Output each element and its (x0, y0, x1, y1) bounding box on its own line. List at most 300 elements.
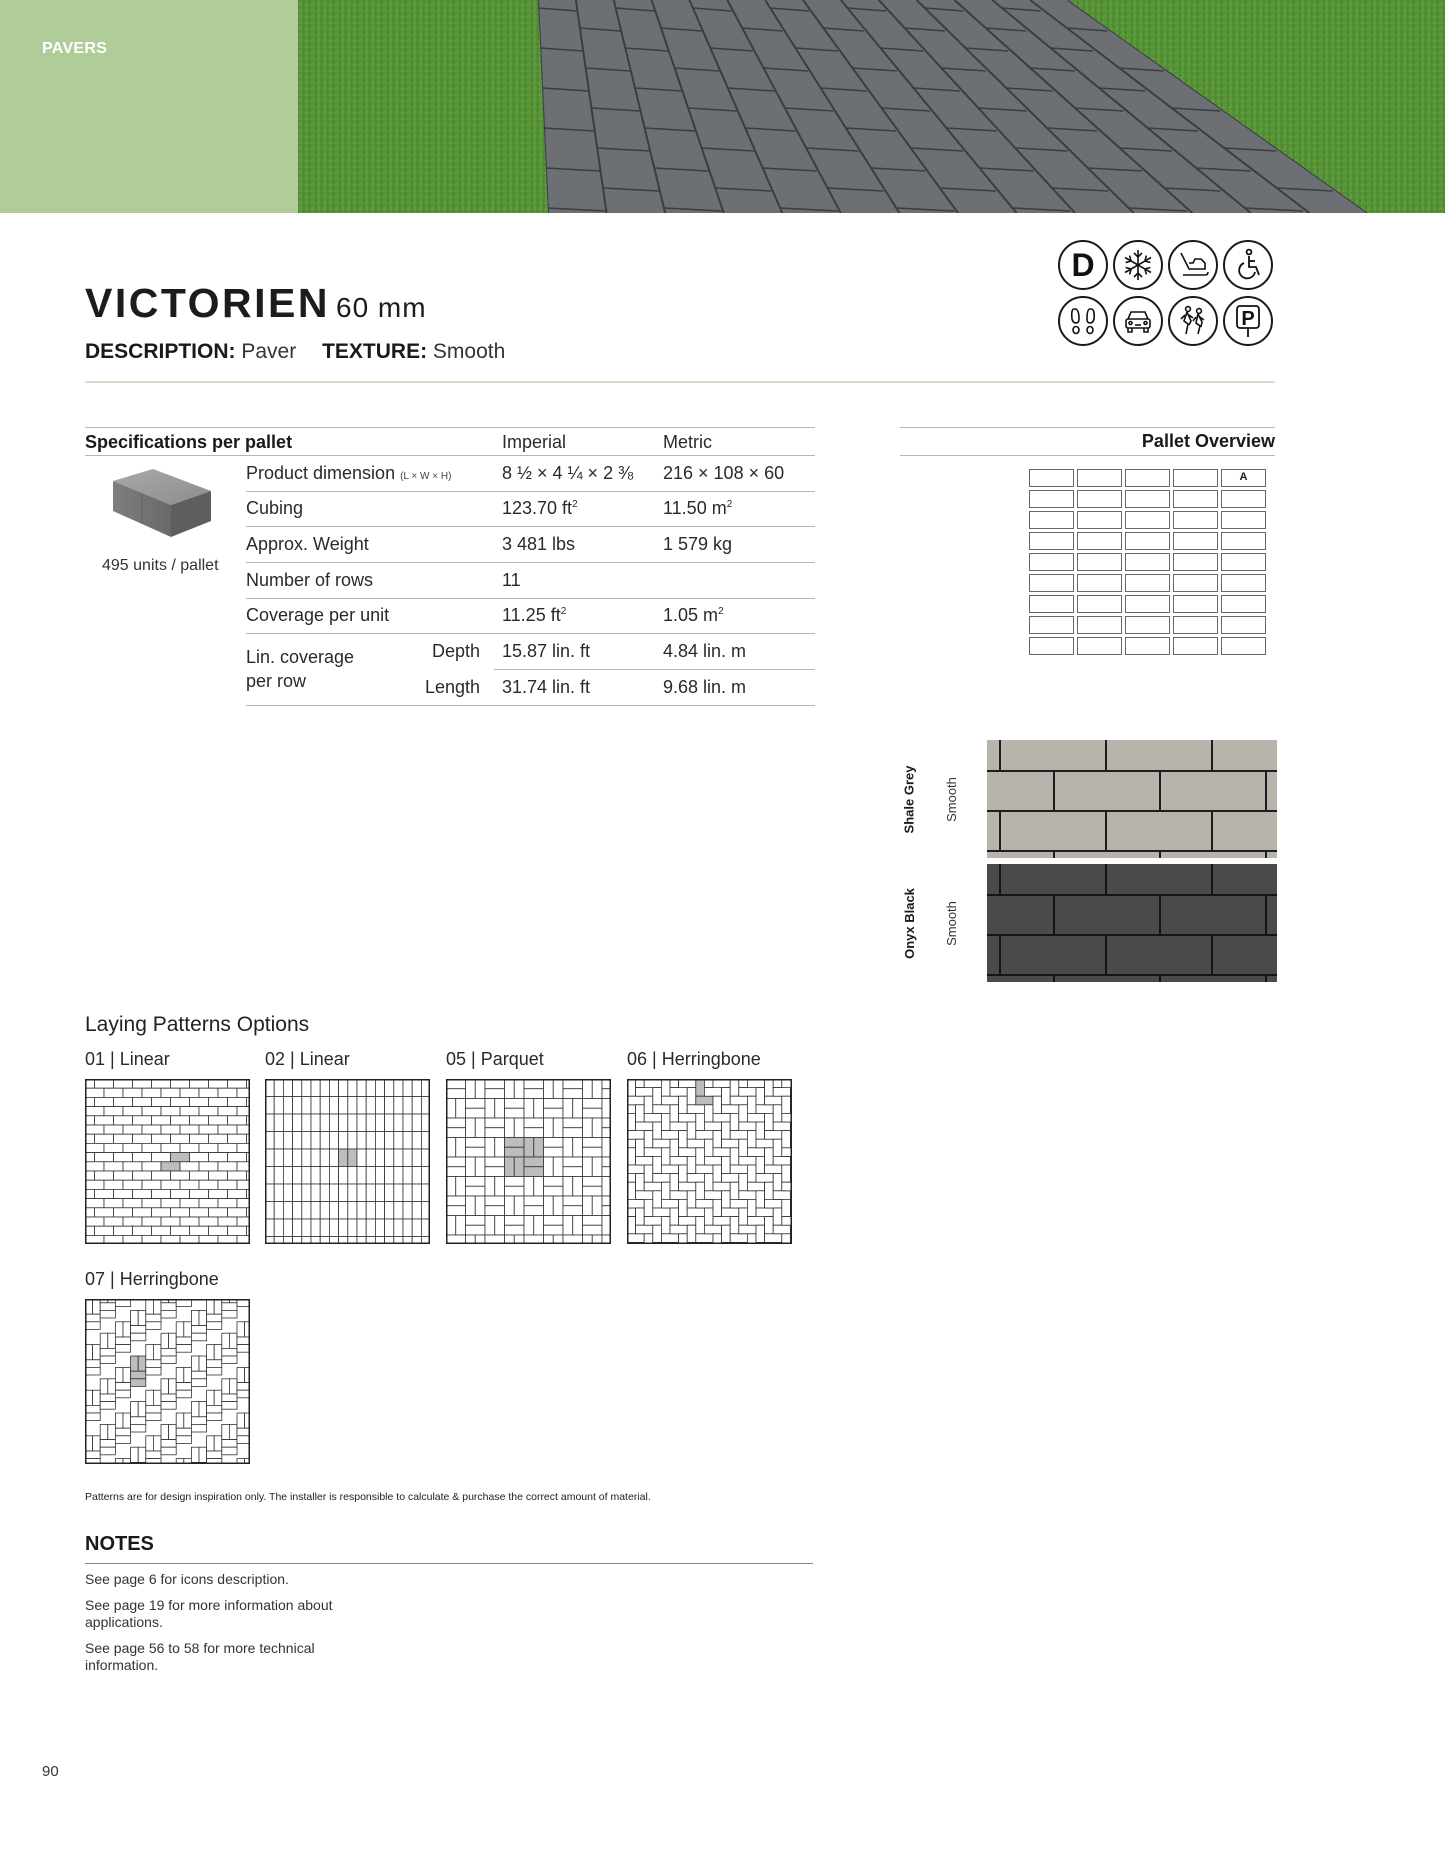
brick (679, 1165, 688, 1182)
brick (756, 1156, 765, 1173)
brick (207, 1405, 222, 1413)
brick (544, 1196, 554, 1216)
brick (131, 1447, 139, 1462)
brick (190, 1208, 209, 1217)
brick (583, 1216, 603, 1226)
paver-brick (1213, 936, 1277, 974)
brick (161, 1447, 176, 1455)
brick (394, 1097, 403, 1115)
brick (293, 1167, 302, 1185)
brick (274, 1114, 283, 1132)
length-metric-value: 9.68 lin. m (663, 677, 747, 697)
brick (670, 1105, 679, 1122)
brick (495, 1177, 505, 1197)
brick (627, 1199, 644, 1208)
brick (191, 1402, 199, 1417)
brick (544, 1147, 564, 1157)
brick (679, 1234, 688, 1244)
brick (583, 1099, 603, 1109)
highlighted-brick (131, 1379, 146, 1387)
brick (176, 1383, 191, 1391)
brick (403, 1097, 412, 1115)
brick (679, 1131, 688, 1148)
brick (773, 1156, 790, 1165)
brick (756, 1088, 765, 1105)
brick (95, 1171, 114, 1180)
brick (357, 1149, 366, 1167)
highlighted-brick (339, 1149, 348, 1167)
product-name: VICTORIEN (85, 280, 330, 326)
length-label: Length (425, 677, 481, 697)
brick (169, 1424, 177, 1439)
brick (190, 1171, 209, 1180)
brick (644, 1182, 661, 1191)
brick (412, 1219, 421, 1237)
brick (237, 1199, 250, 1208)
brick (357, 1219, 366, 1237)
highlighted-brick (696, 1079, 705, 1096)
paver-brick (1267, 852, 1277, 858)
brick (114, 1189, 133, 1198)
brick (696, 1165, 713, 1174)
brick (104, 1217, 123, 1226)
brick (627, 1096, 644, 1105)
pallet-unit-cell (1221, 532, 1266, 550)
brick (485, 1167, 505, 1177)
brick (563, 1099, 573, 1119)
brick (209, 1226, 228, 1235)
brick (385, 1184, 394, 1202)
brick (274, 1219, 283, 1237)
brick (782, 1165, 791, 1182)
brick (222, 1402, 237, 1410)
brick (199, 1125, 218, 1134)
brick (161, 1379, 169, 1394)
brick (636, 1122, 653, 1131)
brick (756, 1208, 773, 1217)
brick (704, 1105, 713, 1122)
paver-brick (1107, 936, 1211, 974)
brick (644, 1234, 653, 1244)
brick (133, 1153, 152, 1162)
brick (722, 1208, 739, 1217)
pattern-label: 06 | Herringbone (627, 1049, 761, 1069)
brick (495, 1099, 505, 1119)
brick (636, 1174, 645, 1191)
brick (636, 1225, 653, 1234)
pallet-unit-cell (1029, 511, 1074, 529)
brick (274, 1167, 283, 1185)
brick (357, 1097, 366, 1115)
brick (385, 1202, 394, 1220)
people-walking-icon (1168, 296, 1218, 346)
brick (782, 1148, 792, 1157)
brick (357, 1184, 366, 1202)
brick (176, 1367, 184, 1382)
brick (553, 1196, 563, 1216)
brick (191, 1333, 206, 1341)
brick (85, 1451, 100, 1459)
brick (161, 1333, 169, 1348)
brick (782, 1182, 792, 1191)
brick (293, 1202, 302, 1220)
pallet-unit-cell: A (1221, 469, 1266, 487)
brick (773, 1174, 782, 1191)
brick (123, 1143, 142, 1152)
brick (456, 1216, 466, 1236)
brick (161, 1143, 180, 1152)
brick (544, 1108, 564, 1118)
brick (756, 1174, 773, 1183)
brick (229, 1379, 237, 1394)
brick (466, 1108, 486, 1118)
brick (366, 1184, 375, 1202)
brick (320, 1219, 329, 1237)
spec-label: Number of rows (246, 570, 374, 590)
brick (670, 1174, 679, 1191)
paver-brick (1001, 740, 1105, 770)
brick (348, 1184, 357, 1202)
brick (375, 1132, 384, 1150)
brick (131, 1402, 139, 1417)
brick (329, 1184, 338, 1202)
brick (485, 1196, 505, 1206)
pallet-unit-cell (1077, 553, 1122, 571)
brick (283, 1079, 292, 1097)
brick (190, 1097, 209, 1106)
brick (505, 1108, 525, 1118)
brick (505, 1079, 515, 1099)
brick (514, 1079, 524, 1099)
pallet-unit-cell (1125, 553, 1170, 571)
brick (207, 1345, 215, 1360)
brick (670, 1122, 687, 1131)
brick (222, 1303, 237, 1311)
brick (237, 1337, 250, 1345)
brick (505, 1186, 525, 1196)
brick (412, 1167, 421, 1185)
brick (730, 1131, 747, 1140)
brick (190, 1116, 209, 1125)
brick (133, 1171, 152, 1180)
section-band (0, 0, 298, 213)
paver-brick (1107, 740, 1211, 770)
brick (274, 1184, 283, 1202)
brick (114, 1208, 133, 1217)
brick (466, 1177, 486, 1187)
paver-brick (1267, 976, 1277, 982)
brick (583, 1118, 593, 1138)
brick (153, 1436, 161, 1451)
color-swatch-image (987, 864, 1277, 982)
brick (773, 1105, 782, 1122)
pallet-unit-cell (1077, 469, 1122, 487)
brick (199, 1356, 207, 1371)
brick (214, 1345, 222, 1360)
brick (524, 1216, 534, 1236)
brick (228, 1097, 247, 1106)
brick (446, 1089, 466, 1099)
brick (524, 1177, 534, 1197)
brick (466, 1225, 486, 1235)
brick (357, 1132, 366, 1150)
car-icon (1113, 296, 1163, 346)
brick (627, 1165, 644, 1174)
brick (366, 1114, 375, 1132)
brick (176, 1413, 184, 1428)
brick (412, 1184, 421, 1202)
brick (218, 1199, 237, 1208)
brick (722, 1088, 731, 1105)
durability-d-icon (1058, 240, 1108, 290)
brick (123, 1125, 142, 1134)
brick (93, 1390, 101, 1405)
product-thickness: 60 mm (336, 292, 427, 323)
brick (302, 1114, 311, 1132)
brick (191, 1417, 206, 1425)
brick (180, 1162, 199, 1171)
brick (366, 1079, 375, 1097)
brick (311, 1202, 320, 1220)
brick (765, 1079, 774, 1096)
brick (237, 1345, 250, 1353)
brick (171, 1134, 190, 1143)
brick (348, 1202, 357, 1220)
brick (644, 1217, 661, 1226)
brick (153, 1345, 161, 1360)
brick (687, 1105, 704, 1114)
brick (394, 1114, 403, 1132)
brick (85, 1088, 104, 1097)
color-option-onyx-black (895, 864, 1280, 982)
brick (320, 1202, 329, 1220)
brick (191, 1379, 206, 1387)
brick (176, 1345, 191, 1353)
paver-brick (1267, 772, 1277, 810)
brick (765, 1113, 774, 1130)
brick (115, 1367, 123, 1382)
brick (222, 1424, 230, 1439)
brick (730, 1234, 747, 1243)
highlighted-brick (138, 1356, 146, 1371)
brick (583, 1177, 603, 1187)
length-imperial-value: 31.74 lin. ft (502, 677, 591, 697)
brick (222, 1379, 230, 1394)
brick (644, 1113, 661, 1122)
brick (348, 1114, 357, 1132)
pattern-06-herringbone (627, 1049, 797, 1070)
pattern-diagram (446, 1079, 611, 1244)
brick (704, 1139, 713, 1156)
brick (524, 1099, 534, 1119)
brick (142, 1199, 161, 1208)
spec-imperial-value: 11.25 ft (502, 605, 561, 625)
brick (228, 1208, 247, 1217)
brick (366, 1202, 375, 1220)
brick (237, 1107, 250, 1116)
brick (142, 1217, 161, 1226)
brick (222, 1440, 237, 1448)
depth-label: Depth (432, 641, 481, 661)
brick (142, 1107, 161, 1116)
brick (773, 1225, 790, 1234)
brick (329, 1167, 338, 1185)
brick (534, 1099, 544, 1119)
brick (114, 1134, 133, 1143)
brick (222, 1310, 237, 1318)
brick (293, 1219, 302, 1237)
brick (209, 1153, 228, 1162)
brick (739, 1191, 756, 1200)
brick (171, 1226, 190, 1235)
brick (229, 1333, 237, 1348)
brick (357, 1079, 366, 1097)
brick (644, 1199, 653, 1216)
brick (466, 1147, 486, 1157)
brick (466, 1079, 476, 1099)
paver-brick (1267, 896, 1277, 934)
paver-brick (1001, 936, 1105, 974)
brick (739, 1174, 748, 1191)
brick (131, 1326, 146, 1334)
brick (544, 1186, 564, 1196)
brick (191, 1371, 206, 1379)
pallet-unit-cell (1173, 469, 1218, 487)
color-texture: Smooth (943, 776, 959, 822)
brick (184, 1322, 192, 1337)
brick (85, 1180, 104, 1189)
brick (524, 1118, 544, 1128)
pattern-01-linear (85, 1049, 255, 1070)
brick (661, 1079, 670, 1096)
brick (146, 1314, 161, 1322)
paver-brick (987, 864, 999, 894)
brick (553, 1118, 563, 1138)
brick (104, 1162, 123, 1171)
brick (514, 1196, 524, 1216)
brick (544, 1118, 554, 1138)
brick (765, 1182, 774, 1199)
brick (274, 1097, 283, 1115)
spec-imperial-value: 3 481 lbs (502, 534, 576, 554)
brick (311, 1167, 320, 1185)
brick (138, 1402, 146, 1417)
paver-brick (1161, 852, 1265, 858)
brick (661, 1182, 670, 1199)
brick (713, 1165, 722, 1182)
brick (687, 1088, 696, 1105)
brick (133, 1226, 152, 1235)
brick (704, 1088, 721, 1097)
brick (95, 1097, 114, 1106)
brick (199, 1088, 218, 1097)
brick (485, 1128, 505, 1138)
pallet-unit-cell (1077, 574, 1122, 592)
brick (214, 1390, 222, 1405)
brick (747, 1199, 756, 1216)
brick (730, 1182, 739, 1199)
brick (104, 1088, 123, 1097)
brick (329, 1097, 338, 1115)
wheelchair-accessible-icon (1223, 240, 1273, 290)
brick (713, 1113, 730, 1122)
brick (222, 1394, 237, 1402)
brick (348, 1132, 357, 1150)
brick (237, 1088, 250, 1097)
brick (95, 1134, 114, 1143)
brick (274, 1132, 283, 1150)
brick (704, 1208, 713, 1225)
brick (394, 1167, 403, 1185)
pallet-unit-cell (1029, 595, 1074, 613)
brick (583, 1147, 603, 1157)
brick (573, 1216, 583, 1236)
brick (123, 1217, 142, 1226)
brick (329, 1219, 338, 1237)
brick (366, 1219, 375, 1237)
brick (687, 1191, 696, 1208)
brick (146, 1405, 161, 1413)
brick (283, 1114, 292, 1132)
brick (302, 1149, 311, 1167)
brick (329, 1202, 338, 1220)
brick (293, 1079, 302, 1097)
brick (100, 1379, 108, 1394)
brick (131, 1424, 146, 1432)
brick (191, 1326, 206, 1334)
brick (207, 1299, 215, 1314)
brick (466, 1099, 486, 1109)
brick (302, 1079, 311, 1097)
brick (375, 1167, 384, 1185)
brick (485, 1099, 495, 1119)
brick (146, 1360, 161, 1368)
brick (218, 1217, 237, 1226)
brick (207, 1436, 215, 1451)
brick (100, 1333, 108, 1348)
brick (93, 1345, 101, 1360)
brick (320, 1167, 329, 1185)
brick (142, 1162, 161, 1171)
paver-brick (1055, 896, 1159, 934)
brick (191, 1447, 199, 1462)
pallet-unit-cell (1029, 469, 1074, 487)
brick (329, 1079, 338, 1097)
brick (293, 1149, 302, 1167)
brick (171, 1208, 190, 1217)
brick (348, 1079, 357, 1097)
brick (237, 1322, 245, 1337)
brick (592, 1157, 602, 1177)
brick (385, 1167, 394, 1185)
brick (653, 1088, 662, 1105)
brick (653, 1225, 662, 1242)
brick (747, 1165, 756, 1182)
brick (237, 1390, 250, 1398)
brick (375, 1114, 384, 1132)
brick (366, 1097, 375, 1115)
paver-brick (987, 896, 1053, 934)
brick (191, 1356, 199, 1371)
pallet-unit-cell (1173, 553, 1218, 571)
brick (456, 1138, 466, 1158)
brick (320, 1114, 329, 1132)
brick (403, 1202, 412, 1220)
pattern-label: 05 | Parquet (446, 1049, 544, 1069)
brick (704, 1174, 713, 1191)
brick (495, 1216, 505, 1236)
brick (100, 1356, 115, 1364)
